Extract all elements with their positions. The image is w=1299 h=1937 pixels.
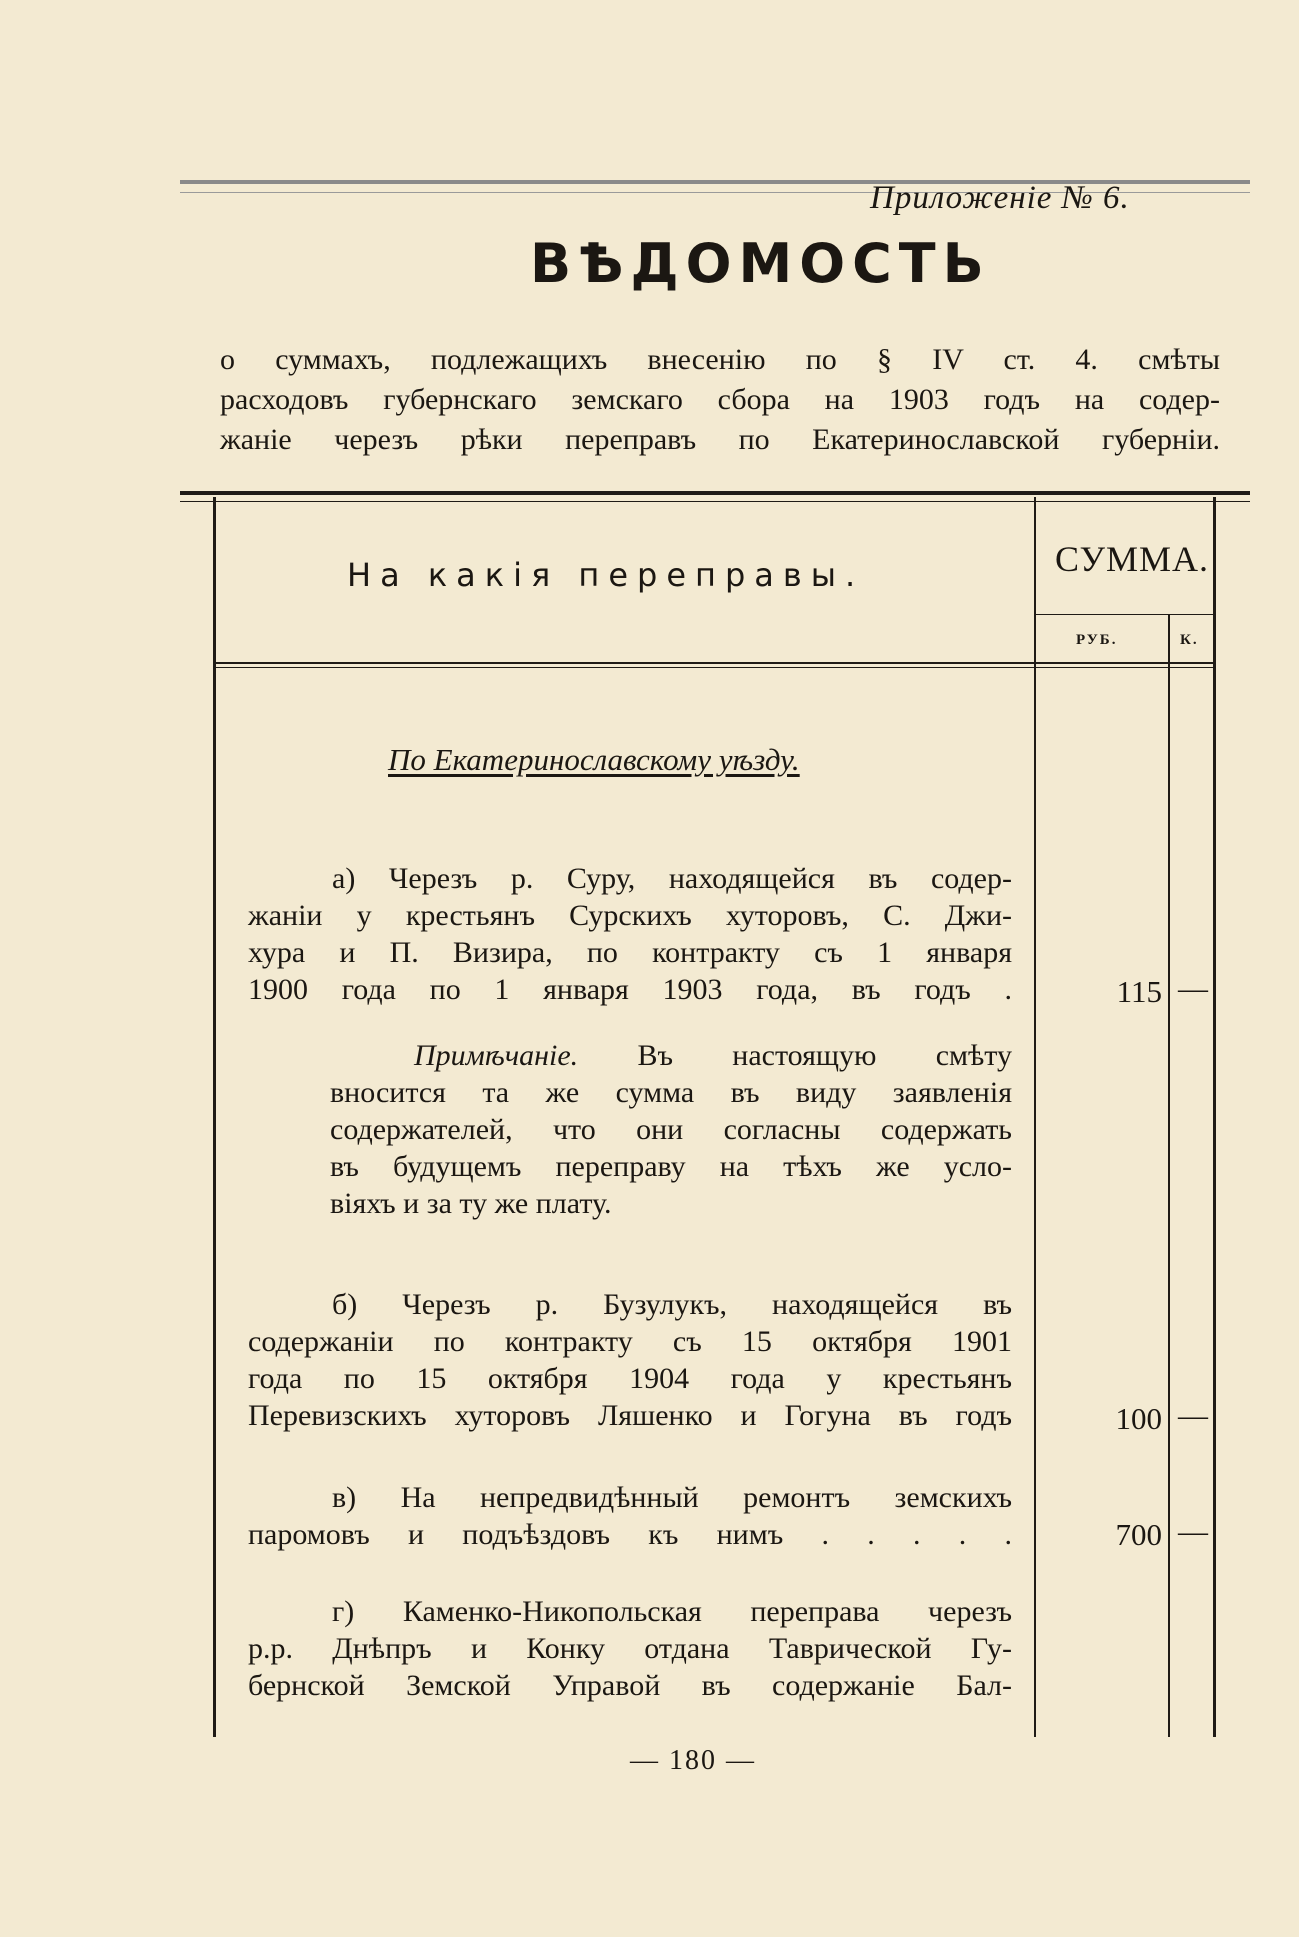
note-label: Примѣчаніе. (414, 1039, 579, 1072)
subtitle-line: жаніе черезъ рѣки переправъ по Екатеринославской губерніи. (220, 423, 1220, 456)
text-line: Перевизскихъ хуторовъ Ляшенко и Гогуна въ годъ (248, 1399, 1012, 1432)
text-line: б) Черезъ р. Бузулукъ, находящейся въ (332, 1288, 1012, 1321)
text-line: жаніи у крестьянъ Сурскихъ хуторовъ, С. Джи- (248, 899, 1012, 932)
district-heading: По Екатеринославскому уѣзду. (388, 742, 800, 777)
text-line: содержателей, что они согласны содержать (330, 1113, 1012, 1146)
text-line: года по 15 октября 1904 года у крестьянъ (248, 1362, 1012, 1395)
item-v-kop: — (1178, 1515, 1208, 1548)
document-subtitle (220, 340, 1220, 460)
text-line: паромовъ и подъѣздовъ къ нимъ . . . . . (248, 1518, 1012, 1551)
subtitle-line: расходовъ губернскаго земскаго сбора на 1903 годъ на содер- (220, 383, 1220, 416)
column-header-sum: СУММА. (1055, 539, 1210, 579)
text-line: г) Каменко-Никопольская переправа черезъ (332, 1595, 1012, 1628)
column-header-kop: К. (1180, 632, 1199, 648)
column-header-crossings: На какія переправы. (347, 556, 865, 594)
table-kop-divider (1168, 615, 1170, 1737)
text-line: хура и П. Визира, по контракту съ 1 января (248, 936, 1012, 969)
subtitle-line: о суммахъ, подлежащихъ внесенію по § IV ст. 4. смѣты (220, 343, 1220, 376)
text-line: а) Черезъ р. Суру, находящейся въ содер- (332, 862, 1012, 895)
text-line: р.р. Днѣпръ и Конку отдана Таврической Гу- (248, 1632, 1012, 1665)
table-header-bottom-rule-thin (213, 667, 1215, 668)
item-a-text (248, 860, 1012, 1008)
table-top-rule (180, 491, 1250, 502)
item-v-text (248, 1479, 1012, 1553)
table-left-border (213, 497, 216, 1737)
annex-label: Приложеніе № 6. (870, 180, 1130, 216)
table-header-bottom-rule (213, 662, 1215, 664)
item-b-text (248, 1286, 1012, 1434)
item-g-text (248, 1593, 1012, 1704)
item-a-kop: — (1178, 972, 1208, 1005)
text-line: в) На непредвидѣнный ремонтъ земскихъ (332, 1481, 1012, 1514)
text-line: 1900 года по 1 января 1903 года, въ годъ . (248, 973, 1012, 1006)
sum-header-rule (1036, 614, 1214, 615)
note-first-line (330, 1037, 1012, 1074)
column-header-rub: РУБ. (1076, 632, 1118, 648)
note-first-text: Въ настоящую смѣту (578, 1039, 1012, 1072)
item-a-amount: 115 (1116, 974, 1162, 1009)
text-line: вносится та же сумма въ виду заявленія (330, 1076, 1012, 1109)
item-b-kop: — (1178, 1399, 1208, 1432)
text-line: бернской Земской Управой въ содержаніе Бал- (248, 1669, 1012, 1702)
table-sum-divider (1034, 497, 1036, 1737)
text-line: содержаніи по контракту съ 15 октября 1901 (248, 1325, 1012, 1358)
text-line: віяхъ и за ту же плату. (330, 1187, 612, 1220)
document-title: ВѢДОМОСТЬ (530, 232, 991, 295)
table-right-border (1213, 497, 1216, 1737)
item-b-amount: 100 (1115, 1401, 1162, 1436)
note-block (330, 1037, 1012, 1222)
text-line: въ будущемъ переправу на тѣхъ же усло- (330, 1150, 1012, 1183)
page-number: — 180 — (630, 1745, 756, 1776)
item-v-amount: 700 (1115, 1517, 1162, 1552)
